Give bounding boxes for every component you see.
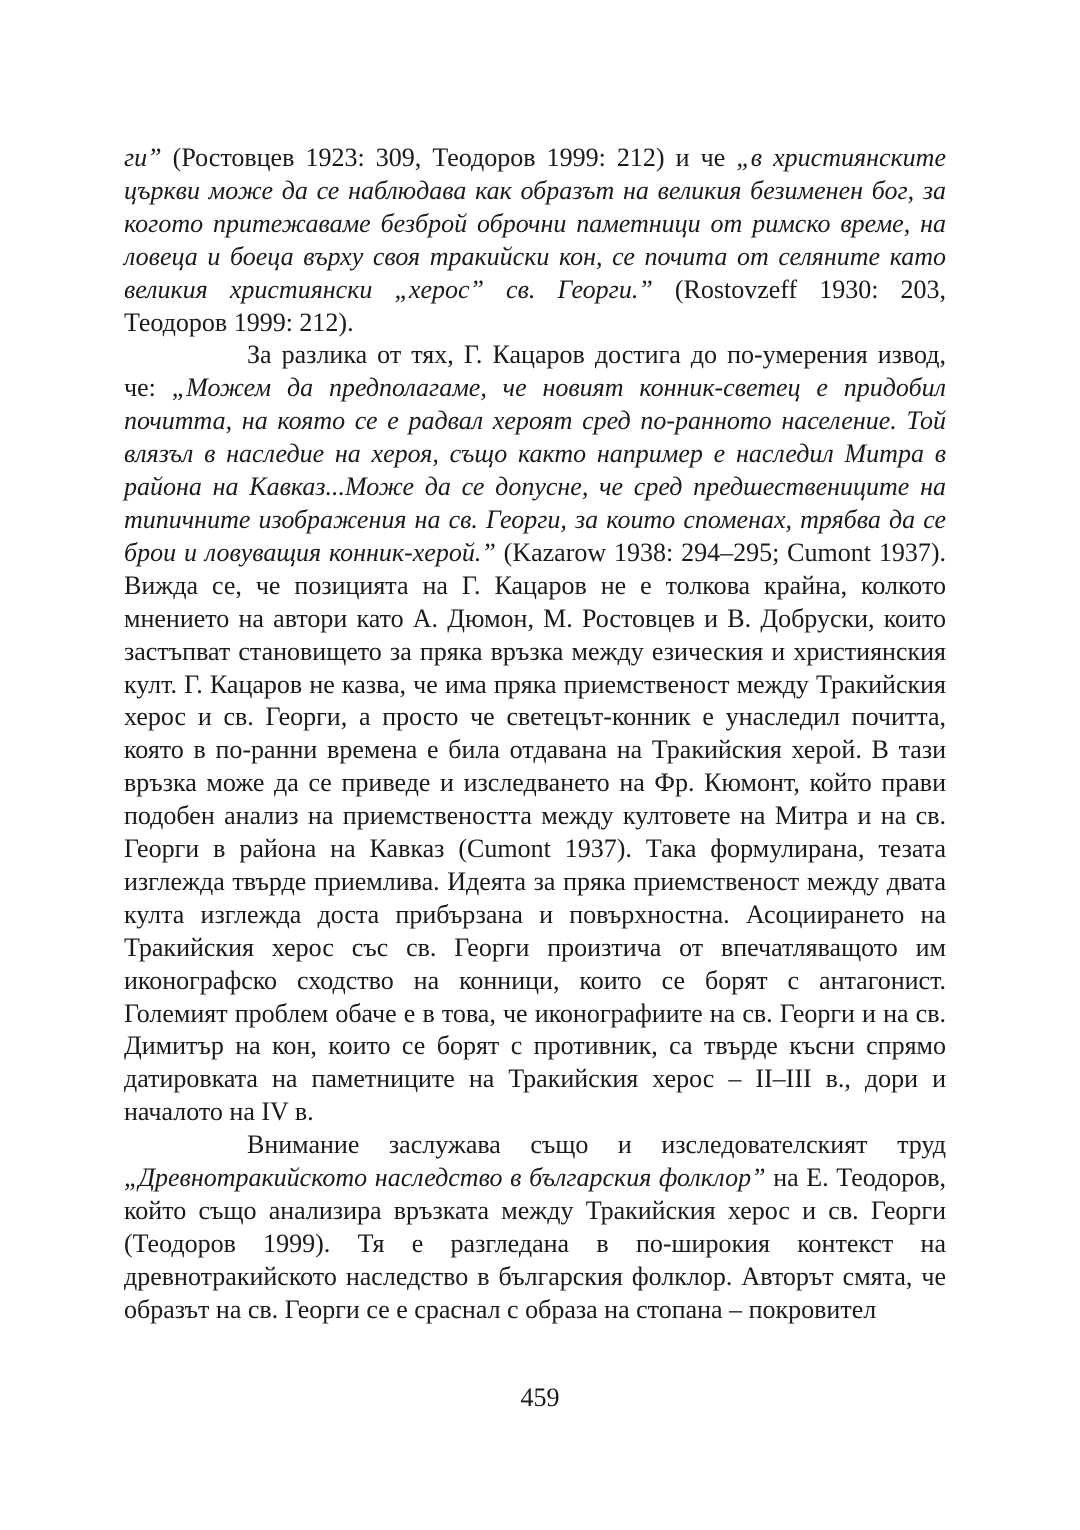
- body-text-run: За разлика от тях, Г. Кацаров достига до по-умерения извод, че:: [124, 340, 946, 403]
- page-number: 459: [520, 1383, 560, 1412]
- italic-quote: „Можем да предполагаме, че новият конник-светец е придобил почитта, на която се е радвал хероят сред по-ранното население. Той влязъл в наследие на хероя, също както например е наследил Митра в района на Кавказ...Може да се допусне, че сред предшествениците на типичните изображения на св. Георги, за които споменах, трябва да се брои и ловуващия конник-херой.”: [124, 373, 946, 567]
- body-text-run: Внимание заслужава също и изследователският труд: [247, 1130, 946, 1160]
- italic-title: „Древнотракийското наследство в българския фолклор”: [124, 1163, 766, 1193]
- citation-text: (Ростовцев 1923: 309, Теодоров 1999: 212) и че: [161, 143, 737, 172]
- body-text: [124, 142, 946, 1327]
- paragraph-2: [124, 339, 946, 1129]
- italic-quote-end: ги”: [124, 143, 162, 172]
- paragraph-1: [124, 142, 946, 339]
- italic-quote: „в християнските църкви може да се наблюдава как образът на великия безименен бог, за когото притежаваме безброй оброчни паметници от римско време, на ловеца и боеца върху своя тракийски кон, се почита от селяните като великия християнски „херос” св. Георги.”: [124, 143, 946, 304]
- body-text-run: на Е. Теодоров, който също анализира връзката между Тракийския херос и св. Георги (Теодоров 1999). Тя е разгледана в по-широкия контекст на древнотракийското наследство в българския фолклор. Авторът смята, че образът на св. Георги се е сраснал с образа на стопана – покровител: [124, 1163, 946, 1324]
- body-text-run: (Kazarow 1938: 294–295; Cumont 1937). Вижда се, че позицията на Г. Кацаров не е толкова крайна, колкото мнението на автори като А. Дюмон, М. Ростовцев и В. Добруски, които застъпват становището за пряка връзка между езическия и християнския култ. Г. Кацаров не казва, че има пряка приемственост между Тракийския херос и св. Георги, а просто че светецът-конник е унаследил почитта, която в по-ранни времена е била отдавана на Тракийския херой. В тази връзка може да се приведе и изследването на Фр. Кюмонт, който прави подобен анализ на приемствеността между култовете на Митра и на св. Георги в района на Кавказ (Cumont 1937). Така формулирана, тезата изглежда твърде приемлива. Идеята за пряка приемственост между двата култа изглежда доста прибързана и повърхностна. Асоциирането на Тракийския херос със св. Георги произтича от впечатляващото им иконографско сходство на конници, които се борят с антагонист. Големият проблем обаче е в това, че иконографиите на св. Георги и на св. Димитър на кон, които се борят с противник, са твърде късни спрямо датировката на паметниците на Тракийския херос – II–III в., дори и началото на IV в.: [124, 537, 946, 1127]
- paragraph-3: [124, 1129, 946, 1326]
- citation-text: (Rostovzeff 1930: 203, Теодоров 1999: 212).: [124, 274, 946, 337]
